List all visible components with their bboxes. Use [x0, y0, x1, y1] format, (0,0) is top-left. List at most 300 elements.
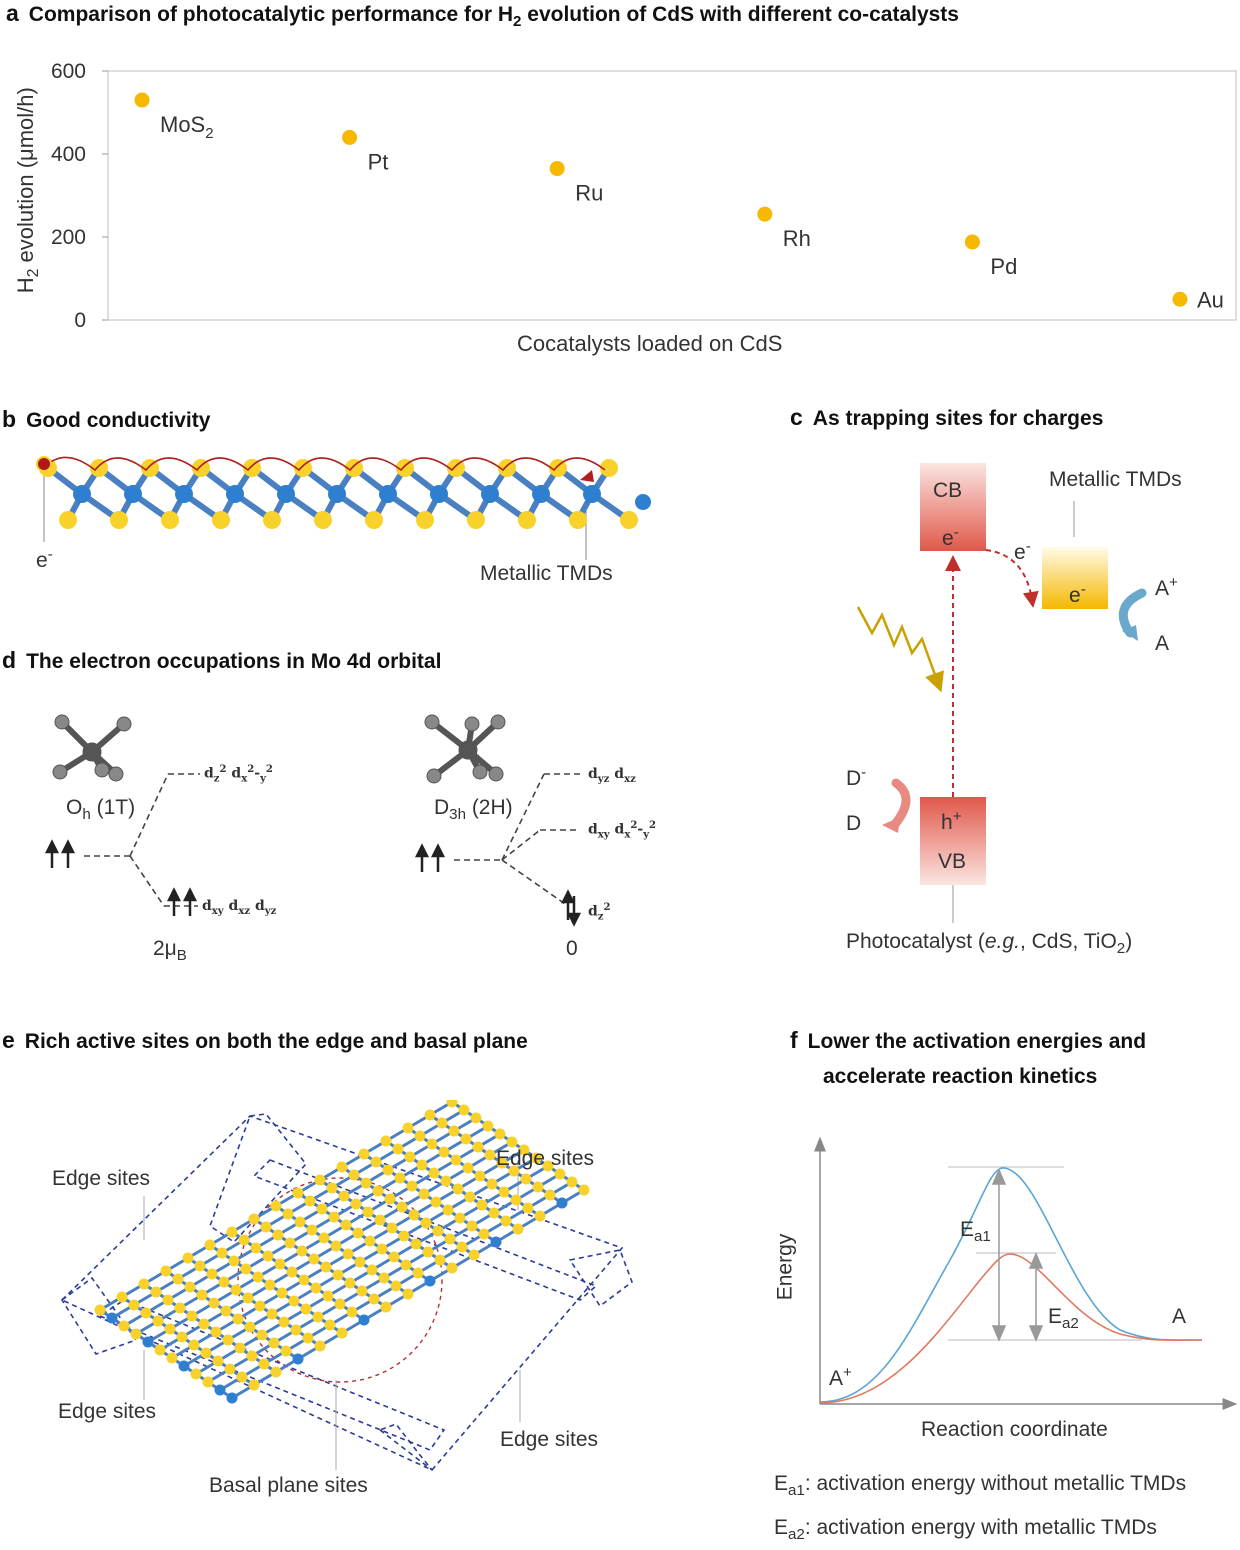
sulfur-atom — [521, 1174, 532, 1185]
data-point — [550, 161, 565, 176]
pointer-lines — [144, 1160, 520, 1470]
data-point — [1173, 292, 1188, 307]
sulfur-atom — [195, 1261, 206, 1272]
panel-c-letter: c — [790, 404, 803, 430]
ea2-sub: a2 — [1062, 1315, 1079, 1333]
metal-atom — [277, 485, 295, 503]
sulfur-atom — [341, 1220, 352, 1231]
oxidation-arrow-icon — [896, 783, 906, 823]
d3h-l-d1: d — [588, 903, 598, 920]
sulfur-atom — [271, 1367, 282, 1378]
sulfur-atom — [383, 1165, 394, 1176]
oh-t-sub1: xy — [211, 905, 224, 917]
y-tick-label: 600 — [50, 60, 86, 83]
point-label: Pt — [367, 149, 389, 175]
oh-eg-d1: d — [204, 765, 214, 782]
sulfur-atom — [241, 1264, 252, 1275]
panel-a-title-text: Comparison of photocatalytic performance for H — [28, 3, 514, 26]
sulfur-atom — [465, 1192, 476, 1203]
sulfur-atom — [349, 1170, 360, 1181]
leg2-e: E — [774, 1516, 789, 1539]
f-a-plus-label — [829, 1364, 852, 1391]
oh-moment-label — [153, 937, 187, 964]
sulfur-atom — [325, 1320, 336, 1331]
sulfur-atom — [373, 1186, 384, 1197]
oh-eg-sup2: 2 — [247, 764, 255, 775]
leg1-e: E — [774, 1472, 789, 1495]
cb-e-sup: - — [953, 524, 959, 541]
metal-atom — [226, 485, 244, 503]
sulfur-atom — [315, 1175, 326, 1186]
sulfur-atom — [511, 1195, 522, 1206]
sulfur-atom — [223, 1335, 234, 1346]
d3h-m-d1: d — [588, 821, 598, 838]
sulfur-atom — [239, 1235, 250, 1246]
sulfur-atom — [365, 511, 383, 529]
sulfur-atom — [569, 511, 587, 529]
sulfur-atom — [411, 1239, 422, 1250]
ea1-text: E — [960, 1218, 975, 1241]
d3h-u-sub1: yz — [597, 773, 610, 785]
metal-atom — [73, 485, 91, 503]
sulfur-atom — [371, 1157, 382, 1168]
sulfur-atom — [467, 511, 485, 529]
sulfur-atom — [163, 1295, 174, 1306]
sulfur-atom — [289, 1296, 300, 1307]
panel-e-letter: e — [2, 1027, 15, 1053]
sulfur-atom — [507, 1137, 518, 1148]
photocatalyst-label — [846, 930, 1132, 957]
sulfur-atom — [295, 1217, 306, 1228]
d3h-m-sup2: 2 — [630, 820, 638, 831]
sulfur-atom — [185, 1282, 196, 1293]
d3h-m-sub1: xy — [597, 829, 610, 841]
ea1-legend — [774, 1472, 1186, 1499]
ea1-label — [960, 1218, 991, 1245]
data-point — [965, 234, 980, 249]
edge-sites-tl-label: Edge sites — [52, 1167, 151, 1190]
metal-atom — [215, 1385, 226, 1396]
oh-sym: O — [66, 796, 83, 819]
basal-plane-label: Basal plane sites — [209, 1474, 368, 1497]
oh-eg-sub2: x — [241, 773, 248, 785]
pc-sub: 2 — [1116, 940, 1126, 958]
sulfur-atom — [329, 1212, 340, 1223]
panel-a-title-sub: 2 — [513, 13, 522, 31]
metal-atom — [557, 1198, 568, 1209]
sulfur-atom — [249, 1380, 260, 1391]
sulfur-atom — [443, 1205, 454, 1216]
point-label: Au — [1197, 287, 1224, 313]
sulfur-atom — [311, 1283, 322, 1294]
metal-e-text: e — [1069, 584, 1081, 607]
sulfur-atom — [399, 1231, 410, 1242]
sulfur-atom — [263, 1251, 274, 1262]
x-axis-label: Cocatalysts loaded on CdS — [517, 331, 783, 356]
sulfur-atom — [441, 1176, 452, 1187]
oh-eg-sub3: y — [260, 773, 266, 785]
metal-atom — [481, 485, 499, 503]
sulfur-atom — [211, 1327, 222, 1338]
d3h-mid-orbitals: $d_{xy}$ $d_x^2-_y^2$ — [588, 820, 657, 841]
sulfur-atom — [567, 1177, 578, 1188]
transfer-electron — [1014, 538, 1031, 565]
d3h-m-sub2: x — [624, 829, 631, 841]
sulfur-atom — [253, 1272, 264, 1283]
a-plus-text: A — [1155, 577, 1170, 600]
oh-t-d1: d — [202, 898, 212, 914]
sulfur-atom — [305, 1196, 316, 1207]
sulfur-atom — [407, 1181, 418, 1192]
sulfur-atom — [167, 1353, 178, 1364]
oh-eg-d2: d — [231, 765, 242, 782]
sulfur-atom — [337, 1328, 348, 1339]
sulfur-atom — [285, 1238, 296, 1249]
sulfur-atom — [251, 1243, 262, 1254]
a-plus-label — [1155, 574, 1178, 601]
sulfur-atom — [351, 1199, 362, 1210]
sulfur-atom — [427, 1139, 438, 1150]
sulfur-atom — [499, 1187, 510, 1198]
curve-without-tmds — [820, 1168, 1202, 1402]
sulfur-atom — [377, 1244, 388, 1255]
sulfur-atom — [139, 1279, 150, 1290]
sulfur-atom — [307, 1225, 318, 1236]
sulfur-atom — [175, 1303, 186, 1314]
sulfur-atom — [173, 1274, 184, 1285]
d3h-l-sup1: 2 — [603, 902, 611, 913]
sulfur-atom — [461, 1134, 472, 1145]
sulfur-atom — [199, 1319, 210, 1330]
sulfur-atom — [381, 1302, 392, 1313]
hole-label — [941, 808, 962, 835]
sulfur-atom — [403, 1123, 414, 1134]
sulfur-atom — [95, 1305, 106, 1316]
metal-atom — [179, 1361, 190, 1372]
sulfur-atom — [419, 1189, 430, 1200]
sulfur-atom — [429, 1168, 440, 1179]
sulfur-atom — [361, 1178, 372, 1189]
sulfur-atom — [433, 1226, 444, 1237]
sulfur-atom — [457, 1242, 468, 1253]
metal-atom — [175, 485, 193, 503]
d3h-m-sup3: 2 — [649, 820, 657, 831]
a-plus-sup: + — [1169, 574, 1178, 591]
panel-d-title-text: The electron occupations in Mo 4d orbital — [26, 650, 442, 673]
sulfur-atom — [620, 511, 638, 529]
sulfur-atom — [283, 1209, 294, 1220]
sulfur-atom — [413, 1268, 424, 1279]
metal-atom — [227, 1393, 238, 1404]
plot-frame — [108, 71, 1236, 320]
sulfur-atom — [212, 511, 230, 529]
d-minus-sup: - — [861, 764, 867, 781]
sulfur-atom — [477, 1200, 488, 1211]
sulfur-atom — [267, 1309, 278, 1320]
sulfur-atom — [447, 1100, 458, 1108]
panel-b-title — [2, 406, 210, 433]
electron-path — [44, 457, 605, 470]
sulfur-atom — [431, 1197, 442, 1208]
sulfur-atom — [153, 1316, 164, 1327]
sulfur-atom — [471, 1113, 482, 1124]
sulfur-atom — [165, 1324, 176, 1335]
d3h-sub: 3h — [449, 806, 466, 824]
sulfur-atom — [439, 1147, 450, 1158]
d3h-moment-label: 0 — [566, 937, 578, 960]
ylabel-text: H — [12, 277, 38, 294]
panel-c-title-text: As trapping sites for charges — [812, 407, 1104, 430]
d3h-l-sub1: z — [597, 911, 604, 923]
transfer-e-text: e — [1014, 541, 1026, 564]
metal-e-sup: - — [1080, 581, 1086, 598]
band-diagram — [820, 455, 1240, 935]
sulfur-atom — [459, 1105, 470, 1116]
sulfur-atom — [209, 1298, 220, 1309]
sulfur-atom — [213, 1356, 224, 1367]
sulfur-atom — [425, 1110, 436, 1121]
y-axis-label — [13, 70, 43, 310]
sulfur-atom — [201, 1348, 212, 1359]
metallic-tmds-c-label: Metallic TMDs — [1049, 468, 1182, 491]
sulfur-atom — [487, 1179, 498, 1190]
hole-sup: + — [952, 808, 962, 825]
y-tick-label: 200 — [50, 226, 86, 249]
sulfur-atom — [501, 1216, 512, 1227]
electron-dot — [37, 457, 51, 471]
sulfur-atom — [287, 1267, 298, 1278]
point-label: Rh — [782, 226, 811, 252]
sulfur-atom — [161, 1266, 172, 1277]
sulfur-atom — [423, 1247, 434, 1258]
sulfur-atom — [299, 1275, 310, 1286]
sulfur-atom — [205, 1240, 216, 1251]
sulfur-atom — [225, 1364, 236, 1375]
light-wave-icon — [858, 607, 938, 683]
sulfur-atom — [203, 1377, 214, 1388]
sulfur-atom — [313, 1312, 324, 1323]
sulfur-atom — [363, 1207, 374, 1218]
panel-f-title — [790, 1027, 1146, 1054]
sulfur-atom — [389, 1252, 400, 1263]
scatter-chart — [0, 40, 1240, 370]
d3h-upper-orbitals — [588, 766, 636, 785]
panel-f-letter: f — [790, 1027, 798, 1053]
y-tick-label: 0 — [74, 309, 86, 332]
d3h-lower-orbital — [588, 902, 611, 922]
electron-sup: - — [47, 546, 53, 563]
sulfur-atom — [161, 511, 179, 529]
sulfur-atom — [297, 1246, 308, 1257]
energy-profile-diagram — [790, 1130, 1240, 1430]
sulfur-atom — [523, 1203, 534, 1214]
sulfur-atom — [315, 1341, 326, 1352]
sulfur-atom — [183, 1253, 194, 1264]
sulfur-atom — [353, 1228, 364, 1239]
leg1-text: : activation energy without metallic TMDs — [804, 1472, 1187, 1495]
f-a-label: A — [1172, 1305, 1187, 1328]
sulfur-atom — [243, 1293, 254, 1304]
sulfur-atom — [227, 1227, 238, 1238]
hole-text: h — [941, 811, 953, 834]
sulfur-atom — [229, 1256, 240, 1267]
sulfur-atom — [279, 1317, 290, 1328]
sulfur-atom — [337, 1162, 348, 1173]
sulfur-atom — [479, 1229, 490, 1240]
cb-electron — [942, 524, 959, 551]
sulfur-atom — [449, 1126, 460, 1137]
sulfur-atom — [191, 1369, 202, 1380]
pc-text-1: Photocatalyst ( — [846, 930, 985, 953]
sulfur-atom — [533, 1182, 544, 1193]
metal-atom — [532, 485, 550, 503]
sulfur-atom — [359, 1149, 370, 1160]
sulfur-atom — [343, 1249, 354, 1260]
panel-c-title — [790, 404, 1103, 431]
data-point — [342, 130, 357, 145]
sulfur-atom — [401, 1260, 412, 1271]
panel-d-title — [2, 647, 441, 674]
d3h-sym: D — [434, 796, 450, 819]
sulfur-atom — [518, 511, 536, 529]
sulfur-atom — [314, 511, 332, 529]
sulfur-atom — [141, 1308, 152, 1319]
d3h-splitting-lines — [454, 774, 580, 906]
d3h-post: (2H) — [465, 796, 513, 819]
panel-f-title-line1: Lower the activation energies and — [807, 1030, 1147, 1053]
sulfur-atom — [110, 511, 128, 529]
sulfur-atom — [393, 1144, 404, 1155]
d-minus-label — [846, 764, 866, 791]
sulfur-atom — [273, 1230, 284, 1241]
metal-atom — [107, 1313, 118, 1324]
sulfur-atom — [219, 1277, 230, 1288]
oh-t-d2: d — [228, 898, 239, 914]
leg2-sub: a2 — [788, 1526, 805, 1544]
edge-sites-bl-label: Edge sites — [58, 1400, 157, 1423]
oh-eg-sup1: 2 — [219, 764, 227, 775]
sulfur-atom — [333, 1270, 344, 1281]
metal-atom — [425, 1276, 436, 1287]
ea1-sub: a1 — [974, 1228, 991, 1246]
metal-atom — [430, 485, 448, 503]
sulfur-atom — [421, 1218, 432, 1229]
sulfur-atom — [235, 1343, 246, 1354]
point-label: Pd — [990, 253, 1018, 279]
metal-atom — [635, 494, 651, 510]
oh-moment: 2μ — [153, 937, 177, 960]
sulfur-atom — [437, 1118, 448, 1129]
metal-atom — [328, 485, 346, 503]
sulfur-atom — [415, 1131, 426, 1142]
oh-splitting-lines — [84, 774, 200, 906]
reaction-coordinate-label: Reaction coordinate — [921, 1418, 1108, 1441]
sulfur-atom — [293, 1188, 304, 1199]
oh-sub: h — [82, 806, 91, 824]
sulfur-atom — [233, 1314, 244, 1325]
a-label: A — [1155, 632, 1170, 655]
sulfur-atom — [177, 1332, 188, 1343]
ea2-label — [1048, 1305, 1079, 1332]
edge-sites-br-label: Edge sites — [500, 1428, 599, 1451]
vb-label: VB — [938, 850, 967, 873]
sulfur-atom — [535, 1211, 546, 1222]
sulfur-atom — [237, 1372, 248, 1383]
edge-sites-tr-label: Edge sites — [496, 1147, 595, 1170]
oh-post: (1T) — [90, 796, 136, 819]
sulfur-atom — [467, 1221, 478, 1232]
oh-t-d3: d — [254, 898, 265, 914]
point-label: Ru — [575, 180, 604, 206]
sulfur-atom — [381, 1136, 392, 1147]
sulfur-atom — [375, 1215, 386, 1226]
metal-atom — [379, 485, 397, 503]
sulfur-atom — [131, 1329, 142, 1340]
sulfur-atom — [189, 1340, 200, 1351]
trigonal-prism-molecule-icon — [425, 715, 505, 783]
sulfur-atom — [257, 1330, 268, 1341]
sulfur-atom — [321, 1262, 332, 1273]
sulfur-atom — [347, 1307, 358, 1318]
sulfur-atom — [447, 1263, 458, 1274]
sulfur-atom — [357, 1286, 368, 1297]
data-point — [757, 207, 772, 222]
sulfur-atom — [187, 1311, 198, 1322]
f-a-plus-sup: + — [843, 1364, 852, 1381]
sulfur-atom — [291, 1325, 302, 1336]
electron-label — [36, 546, 53, 573]
ylabel-sub: 2 — [25, 268, 43, 278]
panel-b-title-text: Good conductivity — [26, 409, 211, 432]
metallic-tmds-label: Metallic TMDs — [480, 562, 613, 585]
metal-atom — [143, 1337, 154, 1348]
sulfur-atom — [265, 1280, 276, 1291]
electron-text: e — [36, 549, 48, 572]
ylabel-text-2: evolution (μmol/h) — [12, 87, 38, 269]
sulfur-atom — [513, 1224, 524, 1235]
spin-arrows-icon — [47, 842, 579, 924]
sulfur-atom — [387, 1223, 398, 1234]
sulfur-atom — [469, 1250, 480, 1261]
metal-atom — [359, 1315, 370, 1326]
sulfur-atom — [275, 1259, 286, 1270]
sulfur-atom — [395, 1173, 406, 1184]
panel-f-title-line2: accelerate reaction kinetics — [823, 1065, 1098, 1088]
sulfur-atom — [207, 1269, 218, 1280]
d3h-u-d2: d — [614, 766, 625, 782]
sulfur-atom — [155, 1345, 166, 1356]
sulfur-atom — [405, 1152, 416, 1163]
sulfur-atom — [263, 511, 281, 529]
orbital-diagram — [40, 710, 680, 970]
oh-t-sub2: xz — [238, 905, 251, 917]
sulfur-atom — [117, 1292, 128, 1303]
sulfur-atom — [319, 1233, 330, 1244]
pc-text-2: , CdS, TiO — [1019, 930, 1117, 953]
sulfur-atom — [309, 1254, 320, 1265]
panel-d-letter: d — [2, 647, 17, 673]
sulfur-atom — [277, 1288, 288, 1299]
sulfur-atom — [271, 1201, 282, 1212]
sulfur-atom — [323, 1291, 334, 1302]
transfer-e-sup: - — [1025, 538, 1031, 555]
sulfur-atom — [365, 1236, 376, 1247]
oh-eg-sup3: 2 — [265, 764, 273, 775]
sulfur-atom — [397, 1202, 408, 1213]
sulfur-atom — [327, 1183, 338, 1194]
d3h-u-sub2: xz — [624, 773, 636, 785]
y-tick-label: 400 — [50, 143, 86, 166]
